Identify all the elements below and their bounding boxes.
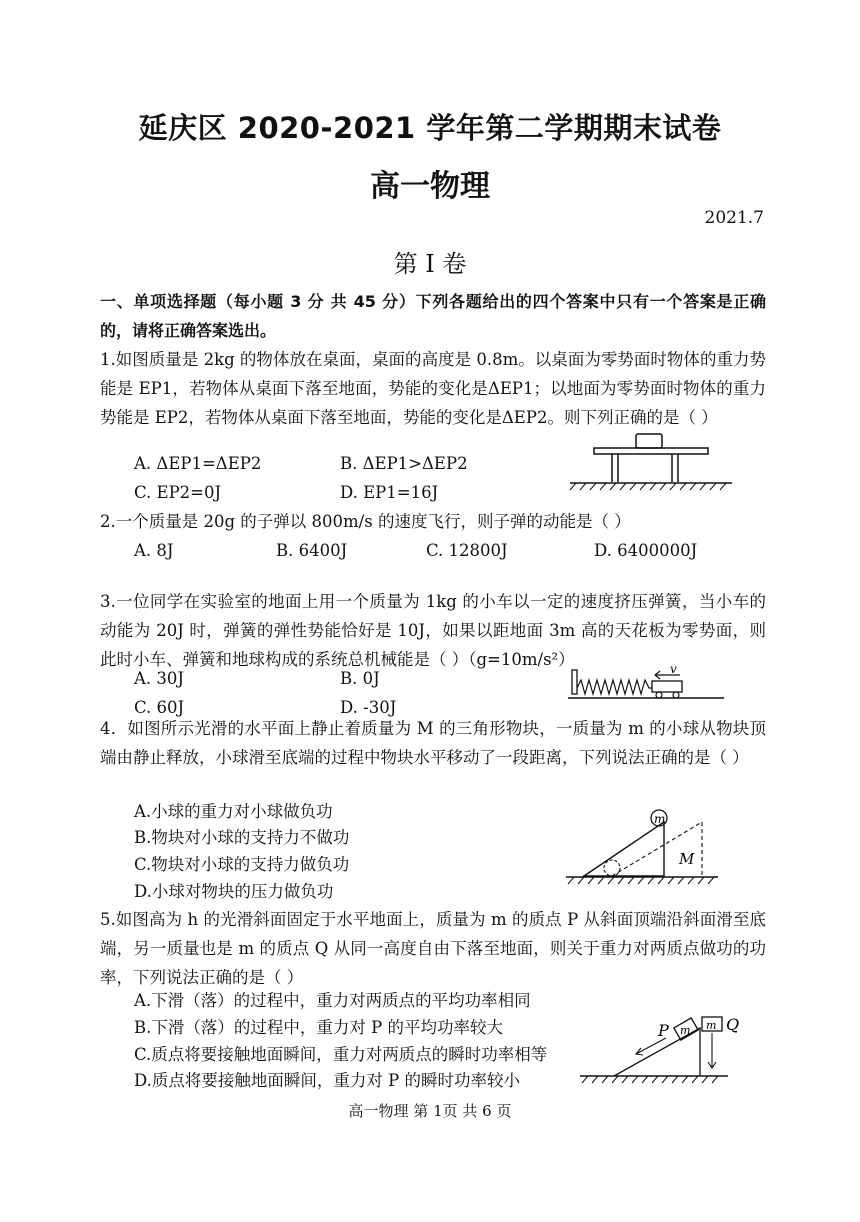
question-1-table-figure [566, 430, 736, 492]
incline [614, 1028, 700, 1076]
table-top [594, 448, 708, 454]
slide-arrow [636, 1038, 666, 1054]
page-footer: 高一物理 第 1页 共 6 页 [348, 1102, 512, 1120]
question-4-option-c[interactable]: C.物块对小球的支持力做负功 [134, 855, 350, 874]
ball-mass-label: m [654, 812, 666, 826]
question-5-option-d[interactable]: D.质点将要接触地面瞬间，重力对 P 的瞬时功率较小 [134, 1071, 520, 1090]
block-mass-label: M [679, 850, 695, 868]
question-1-option-c[interactable]: C. EP2=0J [134, 483, 222, 502]
question-3-option-a[interactable]: A. 30J [134, 669, 185, 688]
mass-p-label: m [680, 1024, 691, 1037]
question-2-option-a[interactable]: A. 8J [134, 541, 174, 560]
question-3-option-d[interactable]: D. -30J [340, 698, 397, 717]
question-3-stem: 3.一位同学在实验室的地面上用一个质量为 1kg 的小车以一定的速度挤压弹簧，当小车的动能为 20J 时，弹簧的弹性势能恰好是 10J，如果以距地面 3m 高的天花板为零势面，则此时小车、弹簧和地球构成的系统总机械能是（ ）（g=10m/s²） [100, 592, 766, 669]
velocity-label: v [670, 662, 677, 676]
question-5-incline-figure [580, 1008, 740, 1088]
exam-title: 延庆区 2020-2021 学年第二学期期末试卷 [138, 111, 722, 145]
question-1-option-b[interactable]: B. ΔEP1>ΔEP2 [340, 454, 468, 473]
point-p-label: P [658, 1021, 669, 1040]
mass-q-label: m [706, 1019, 717, 1032]
box-on-table [636, 434, 662, 448]
question-2-option-d[interactable]: D. 6400000J [594, 541, 698, 560]
question-3-option-b[interactable]: B. 0J [340, 669, 380, 688]
question-5-option-b[interactable]: B.下滑（落）的过程中，重力对 P 的平均功率较大 [134, 1018, 503, 1037]
question-2-option-c[interactable]: C. 12800J [426, 541, 508, 560]
question-4-wedge-figure [566, 802, 726, 886]
point-q-label: Q [726, 1015, 740, 1034]
question-2-stem: 2.一个质量是 20g 的子弹以 800m/s 的速度飞行，则子弹的动能是（ ） [100, 512, 631, 531]
question-5-stem: 5.如图高为 h 的光滑斜面固定于水平地面上，质量为 m 的质点 P 从斜面顶端沿斜面滑至底端，另一质量也是 m 的质点 Q 从同一高度自由下落至地面，则关于重力对两质点做功的功率，下列说法正确的是（ ） [100, 910, 766, 987]
cart [652, 681, 682, 692]
section-heading: 一、单项选择题（每小题 3 分 共 45 分）下列各题给出的四个答案中只有一个答案是正确的，请将正确答案选出。 [100, 292, 766, 340]
question-4-stem: 4．如图所示光滑的水平面上静止着质量为 M 的三角形物块，一质量为 m 的小球从物块顶端由静止释放，小球滑至底端的过程中物块水平移动了一段距离，下列说法正确的是（ ） [100, 719, 766, 767]
question-1-option-d[interactable]: D. EP1=16J [340, 483, 439, 502]
spring [577, 680, 652, 694]
question-1-stem: 1.如图质量是 2kg 的物体放在桌面，桌面的高度是 0.8m。以桌面为零势面时物体的重力势能是 EP1，若物体从桌面下落至地面，势能的变化是ΔEP1；以地面为零势面时物体的重力势能是 EP2，若物体从桌面下落至地面，势能的变化是ΔEP2。则下列正确的是（ ） [100, 350, 766, 427]
question-2-option-b[interactable]: B. 6400J [276, 541, 348, 560]
exam-date: 2021.7 [704, 208, 764, 228]
question-4-option-b[interactable]: B.物块对小球的支持力不做功 [134, 828, 350, 847]
question-5-option-c[interactable]: C.质点将要接触地面瞬间，重力对两质点的瞬时功率相等 [134, 1045, 548, 1064]
wall [572, 670, 577, 694]
question-5-option-a[interactable]: A.下滑（落）的过程中，重力对两质点的平均功率相同 [134, 991, 531, 1010]
question-1-option-a[interactable]: A. ΔEP1=ΔEP2 [134, 454, 262, 473]
question-3-spring-figure [566, 664, 728, 704]
volume-heading: 第 I 卷 [393, 250, 467, 278]
question-4-option-a[interactable]: A.小球的重力对小球做负功 [134, 802, 333, 821]
ball-bottom [604, 860, 620, 876]
triangle-block [584, 822, 664, 876]
question-4-option-d[interactable]: D.小球对物块的压力做负功 [134, 882, 334, 901]
question-3-option-c[interactable]: C. 60J [134, 698, 185, 717]
exam-subject: 高一物理 [370, 169, 490, 204]
